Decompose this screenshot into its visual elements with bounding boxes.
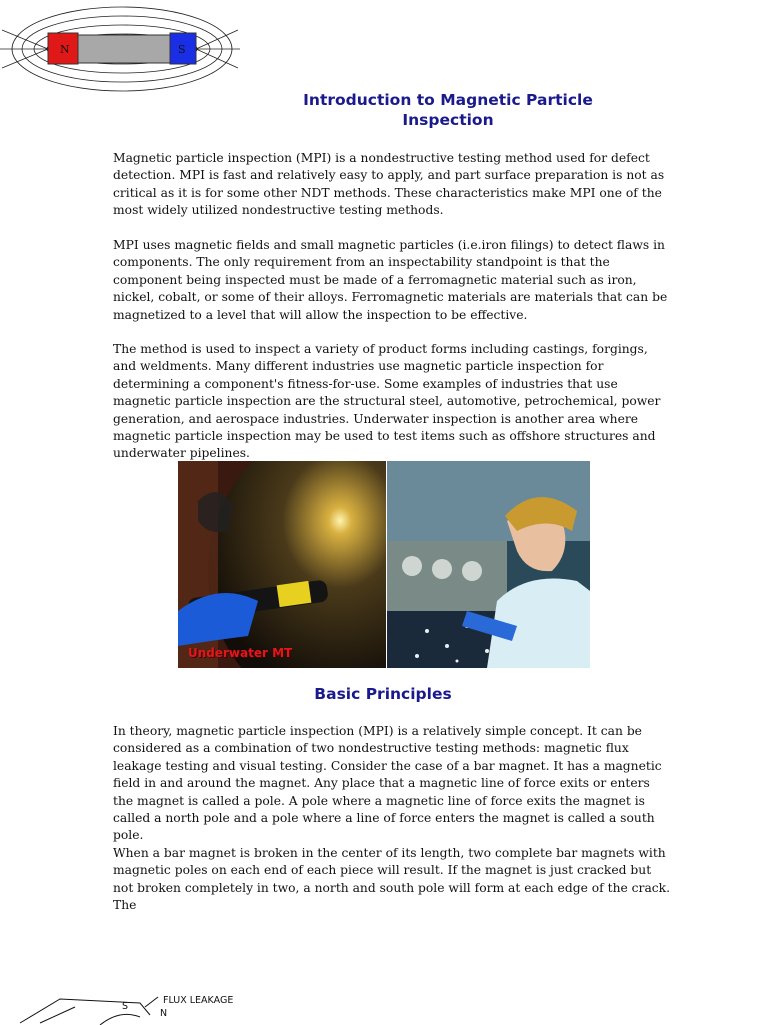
photo-caption: Underwater MT <box>188 646 293 660</box>
principles-paragraph-2: When a bar magnet is broken in the center of its length, two complete bar magnets with magnetic poles on each end of each piece will result. If the magnet is just cracked but not broken completely in two, a north and south pole will form at each edge of the crack. The <box>113 846 671 913</box>
principles-paragraph-1: In theory, magnetic particle inspection (MPI) is a relatively simple concept. It can be considered as a combination of two nondestructive testing methods: magnetic flux leakage testing and visual testing. Consider the case of a bar magnet. It has a magnetic field in and around the magnet. Any place that a magnetic line of force exits or enters the magnet is called a pole. A pole where a magnetic line of force exits the magnet is called a north pole and a pole where a line of force enters the magnet is called a south pole. <box>113 724 662 843</box>
diagram-label-flux: FLUX LEAKAGE <box>163 995 234 1006</box>
diagram-label-n: N <box>160 1008 168 1019</box>
intro-paragraph-2: MPI uses magnetic fields and small magnetic particles (i.e.iron filings) to detect flaws in components. The only requirement from an inspectability standpoint is that the component being inspected must be made of a ferromagnetic material such as iron, nickel, cobalt, or some of their alloys. Ferromagnetic materials are materials that can be magnetized to a level that will allow the inspection to be effective. <box>113 238 668 322</box>
intro-paragraph-1: Magnetic particle inspection (MPI) is a nondestructive testing method used for defect detection. MPI is fast and relatively easy to apply, and part surface preparation is not as critical as it is for some other NDT methods. These characteristics make MPI one of the most widely utilized nondestructive testing methods. <box>113 151 665 218</box>
flux-leakage-diagram <box>0 985 300 1025</box>
north-label: N <box>60 43 70 56</box>
underwater-inspection-photo <box>178 461 386 668</box>
magnet-bar <box>70 35 174 63</box>
intro-paragraph-3: The method is used to inspect a variety of product forms including castings, forgings, and weldments. Many different industries use magnetic particle inspection for determining a component's fitness-for-use. Some examples of industries that use magnetic particle inspection are the structural steel, automotive, petrochemical, power generation, and aerospace industries. Underwater inspection is another area where magnetic particle inspection may be used to test items such as offshore structures and underwater pipelines. <box>113 342 661 461</box>
page-title: Introduction to Magnetic Particle Inspection <box>303 91 593 129</box>
diagram-label-s: S <box>122 1001 129 1012</box>
bar-magnet-logo <box>0 0 240 100</box>
section-heading: Basic Principles <box>314 685 452 703</box>
lab-inspection-photo <box>387 461 590 668</box>
south-label: S <box>178 43 186 56</box>
